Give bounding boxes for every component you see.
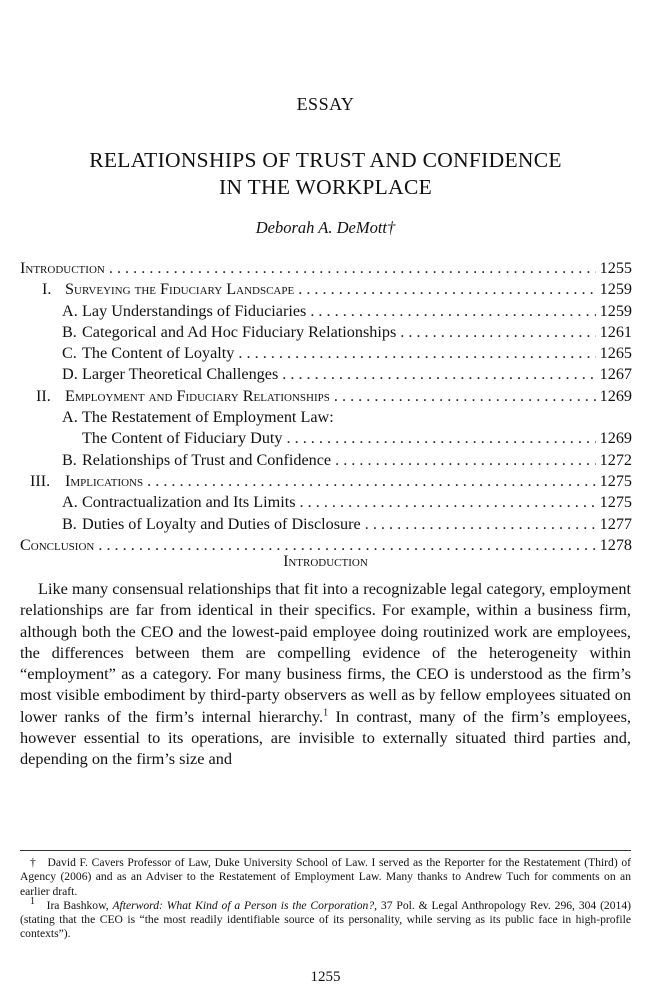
author-dagger: †: [386, 218, 396, 237]
toc-entry: A. Contractualization and Its Limits . . . 1275: [20, 493, 632, 514]
footnotes: [20, 856, 631, 942]
page-number: 1255: [310, 969, 341, 985]
body-paragraph: Like many consensual relationships that fit into a recognizable legal category, employment relationships are far from identical in their specifics. For example, within a business firm, although both the CEO and the lowest-paid employee doing routinized work are employees, the differences between them are compelling evidence of the heterogeneity within “employment” as a category. For many business firms, the CEO is understood as the firm’s most visible embodiment by third-party observers as well as by fellow employees situated on lower ranks of the firm’s internal hierarchy.$^1$ In contrast, many of the firm’s employees, however essential to its operations, are invisible to externally situated third parties and, depending on the firm’s size and: [20, 579, 632, 769]
author-name: Deborah A. DeMott: [255, 218, 387, 237]
toc-entry: A. Lay Understandings of Fiduciaries . . . 1259: [20, 302, 632, 323]
section-heading: Introduction: [283, 553, 368, 570]
footnote-divider: [20, 850, 631, 851]
toc-entry: I. Surveying the Fiduciary Landscape . . . 1259: [20, 280, 632, 301]
toc-entry: Conclusion . . . 1278: [20, 536, 632, 557]
author-byline: [0, 218, 651, 238]
table-of-contents: [20, 259, 632, 557]
article-title: [0, 147, 651, 201]
toc-entry: III. Implications . . . 1275: [20, 472, 632, 493]
footnote-dagger: † David F. Cavers Professor of Law, Duke University School of Law. I served as the Reporter for the Restatement (Third) of Agency (2006) and as an Adviser to the Restatement of Employment Law. Many thanks to Andrew Tuch for comments on an earlier draft.: [20, 856, 632, 898]
toc-entry: II. Employment and Fiduciary Relationships . . . 1269: [20, 387, 632, 408]
toc-entry: B. Duties of Loyalty and Duties of Disclosure . . . 1277: [20, 515, 632, 536]
footnote-1: $^1$ Ira Bashkow, Afterword: What Kind of a Person is the Corporation?, 37 Pol. & Legal Anthropology Rev. 296, 304 (2014) (stating that the CEO is “the most readily identifiable source of its personality, while serving as its public face in high-profile contexts”).: [20, 896, 631, 941]
toc-entry: Introduction . . . 1255: [20, 259, 632, 280]
toc-entry: A. The Restatement of Employment Law:: [62, 408, 334, 427]
toc-entry: B. Relationships of Trust and Confidence . . . 1272: [20, 451, 632, 472]
article-title-line-1: RELATIONSHIPS OF TRUST AND CONFIDENCE: [89, 148, 562, 172]
article-title-line-2: IN THE WORKPLACE: [218, 175, 433, 199]
toc-entry: B. Categorical and Ad Hoc Fiduciary Relationships . . . 1261: [20, 323, 632, 344]
toc-entry: The Content of Fiduciary Duty . . . 1269: [20, 429, 632, 450]
body-text: [20, 578, 631, 770]
footnote-ref: 1: [323, 707, 329, 719]
toc-entry: D. Larger Theoretical Challenges . . . 1267: [20, 365, 632, 386]
section-label: ESSAY: [296, 94, 355, 114]
toc-entry: C. The Content of Loyalty . . . 1265: [20, 344, 632, 365]
